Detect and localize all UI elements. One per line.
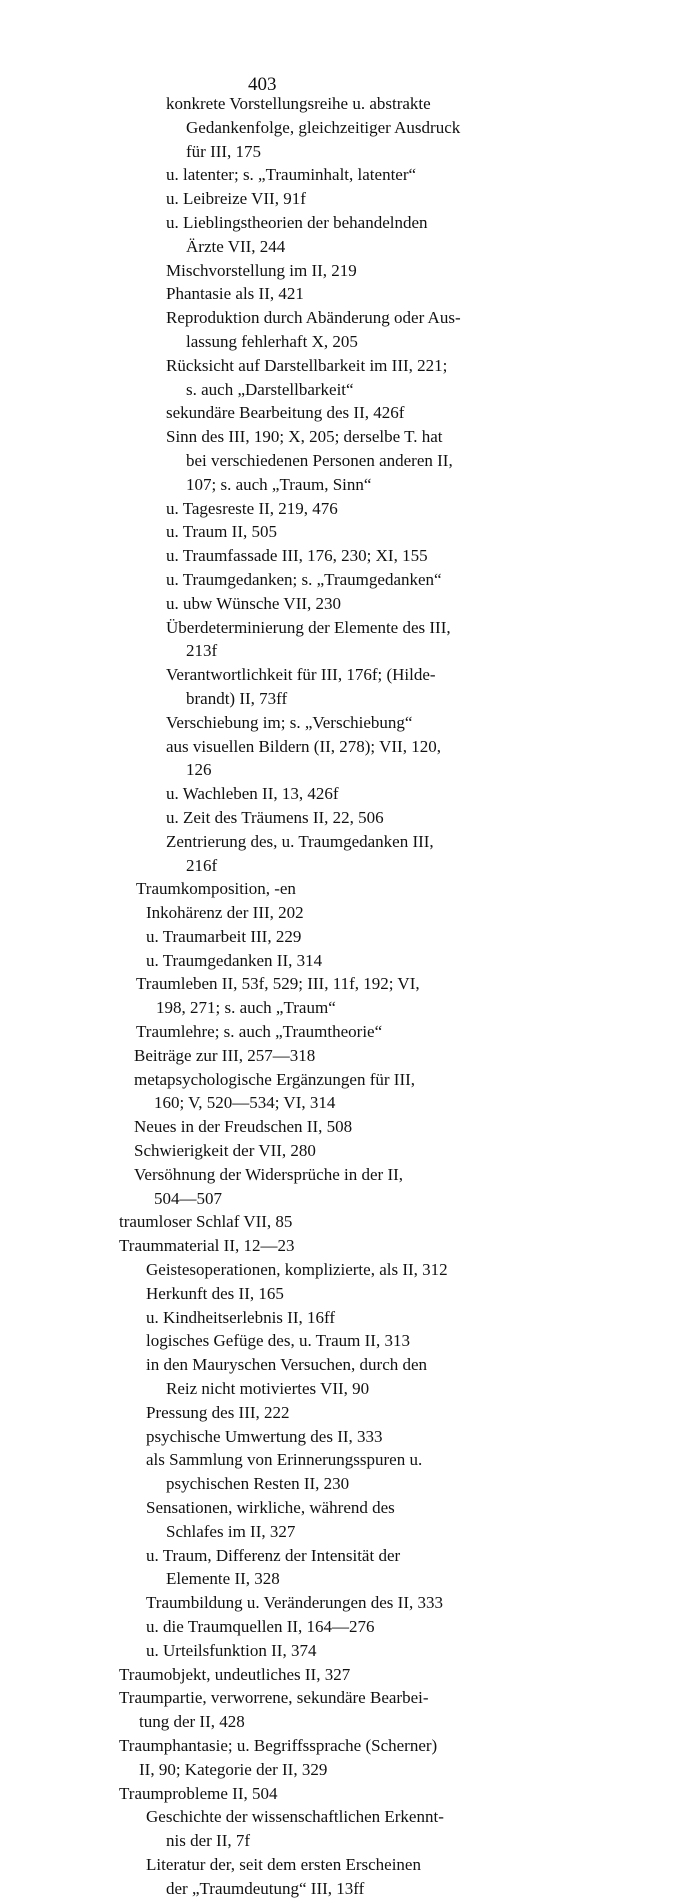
index-entry — [0, 1234, 697, 1258]
index-entry — [0, 1496, 697, 1544]
index-entry — [0, 1329, 697, 1353]
index-entry-line: 213f — [186, 641, 218, 661]
index-entry — [0, 568, 697, 592]
index-entry-line: Verschiebung im; s. „Verschiebung“ — [166, 712, 413, 732]
index-entry-line: u. die Traumquellen II, 164—276 — [146, 1617, 375, 1636]
index-entry-line: Inkohärenz der III, 202 — [146, 903, 304, 923]
index-entry-line: in den Mauryschen Versuchen, durch den — [146, 1355, 428, 1375]
index-entry-line: u. Leibreize VII, 91f — [166, 189, 306, 209]
index-entry-line: traumloser Schlaf VII, 85 — [119, 1212, 293, 1232]
index-entry-line: tung der II, 428 — [139, 1712, 245, 1732]
index-entry — [0, 1163, 697, 1211]
index-entry-line: Traumphantasie; u. Begriffssprache (Scherner) — [119, 1735, 438, 1755]
index-entry-line: aus visuellen Bildern (II, 278); VII, 120, — [166, 736, 441, 756]
index-entry-line: nis der II, 7f — [166, 1831, 251, 1851]
index-entry-line: Versöhnung der Widersprüche in der II, — [134, 1164, 404, 1184]
index-entry — [0, 1734, 697, 1782]
index-entry — [0, 1306, 697, 1330]
index-entry-line: u. Tagesreste II, 219, 476 — [166, 498, 338, 518]
index-entry-line: Verantwortlichkeit für III, 176f; (Hilde- — [166, 665, 436, 685]
index-entry-line: psychischen Resten II, 230 — [166, 1474, 350, 1494]
index-entry — [0, 1425, 697, 1449]
index-entry — [0, 711, 697, 735]
index-entry-line: Traumkomposition, -en — [136, 879, 296, 899]
index-entry — [0, 163, 697, 187]
index-entry-line: Überdeterminierung der Elemente des III, — [166, 617, 451, 637]
index-entry-line: Traumlehre; s. auch „Traumtheorie“ — [136, 1022, 383, 1042]
index-entry-line: Neues in der Freudschen II, 508 — [134, 1117, 353, 1137]
index-entry — [0, 259, 697, 283]
index-entry — [0, 1591, 697, 1615]
index-entry-line: Phantasie als II, 421 — [166, 284, 304, 304]
index-entry — [0, 1805, 697, 1853]
index-entry-line: Traumleben II, 53f, 529; III, 11f, 192; VI, — [136, 974, 420, 994]
index-entry-line: 198, 271; s. auch „Traum“ — [156, 998, 336, 1018]
index-entry — [0, 1139, 697, 1163]
index-entry-line: lassung fehlerhaft X, 205 — [186, 331, 358, 351]
index-entry-line: Reiz nicht motiviertes VII, 90 — [166, 1379, 370, 1399]
index-entry — [0, 401, 697, 425]
index-entry-line: Rücksicht auf Darstellbarkeit im III, 221; — [166, 355, 448, 375]
index-entry-line: 160; V, 520—534; VI, 314 — [154, 1093, 336, 1113]
index-entry-line: u. Traum II, 505 — [166, 522, 277, 542]
index-entry — [0, 1044, 697, 1068]
index-entry — [0, 925, 697, 949]
index-entry-line: Schlafes im II, 327 — [166, 1521, 296, 1541]
index-entry — [0, 1353, 697, 1401]
index-entry-line: Literatur der, seit dem ersten Erscheinen — [146, 1854, 421, 1874]
index-entry-line: Gedankenfolge, gleichzeitiger Ausdruck — [186, 117, 461, 137]
index-entry — [0, 92, 697, 163]
index-entry — [0, 1210, 697, 1234]
index-entry — [0, 1853, 697, 1901]
index-entry — [0, 1020, 697, 1044]
index-entry — [0, 1401, 697, 1425]
index-entry-line: logisches Gefüge des, u. Traum II, 313 — [146, 1331, 410, 1351]
index-entry-line: u. Traum, Differenz der Intensität der — [146, 1545, 401, 1565]
index-entry — [0, 735, 697, 783]
page-number: 403 — [248, 74, 277, 95]
index-entry-line: u. Urteilsfunktion II, 374 — [146, 1640, 317, 1660]
index-entry-line: Traummaterial II, 12—23 — [119, 1236, 295, 1256]
index-entry — [0, 1258, 697, 1282]
index-entry-line: u. Traumgedanken; s. „Traumgedanken“ — [166, 569, 442, 589]
index-entry-line: Traumprobleme II, 504 — [119, 1783, 278, 1803]
index-entry-line: Schwierigkeit der VII, 280 — [134, 1141, 316, 1161]
index-entry — [0, 1686, 697, 1734]
index-entry — [0, 1282, 697, 1306]
index-entry — [0, 1544, 697, 1592]
index-entry — [0, 616, 697, 664]
index-entry-line: für III, 175 — [186, 141, 262, 161]
index-entry — [0, 806, 697, 830]
index-entry — [0, 354, 697, 402]
index-entry-line: brandt) II, 73ff — [186, 688, 288, 708]
index-entry — [0, 425, 697, 496]
index-entry — [0, 972, 697, 1020]
index-entry-line: Zentrierung des, u. Traumgedanken III, — [166, 831, 434, 851]
index-entry — [0, 663, 697, 711]
index-entry-line: Traumobjekt, undeutliches II, 327 — [119, 1664, 351, 1684]
index-entry-line: Mischvorstellung im II, 219 — [166, 260, 357, 280]
index-entry-line: konkrete Vorstellungsreihe u. abstrakte — [166, 94, 431, 113]
index-entry-line: u. Zeit des Träumens II, 22, 506 — [166, 807, 384, 827]
index-entry — [0, 497, 697, 521]
index-entry-line: u. Wachleben II, 13, 426f — [166, 784, 339, 804]
index-entry — [0, 1639, 697, 1663]
index-entry-line: Traumbildung u. Veränderungen des II, 333 — [146, 1593, 443, 1613]
index-entry — [0, 544, 697, 568]
index-entry-line: Sinn des III, 190; X, 205; derselbe T. hat — [166, 427, 443, 447]
index-entry-line: Herkunft des II, 165 — [146, 1283, 284, 1303]
index-entry-line: 504—507 — [154, 1188, 222, 1208]
index-entry-line: s. auch „Darstellbarkeit“ — [186, 379, 354, 399]
index-entry-line: Sensationen, wirkliche, während des — [146, 1498, 395, 1518]
index-entry-line: u. latenter; s. „Trauminhalt, latenter“ — [166, 165, 417, 185]
index-entry — [0, 1782, 697, 1806]
index-entry-line: u. Traumfassade III, 176, 230; XI, 155 — [166, 546, 428, 566]
index-entry — [0, 306, 697, 354]
index-entry — [0, 1448, 697, 1496]
index-entry — [0, 877, 697, 901]
index-entry-line: psychische Umwertung des II, 333 — [146, 1426, 383, 1446]
index-entry-line: 216f — [186, 855, 218, 875]
index-entry-line: Geistesoperationen, komplizierte, als II, 312 — [146, 1260, 448, 1280]
index-entry-line: bei verschiedenen Personen anderen II, — [186, 450, 453, 470]
index-entry-line: Pressung des III, 222 — [146, 1402, 290, 1422]
index-entry — [0, 592, 697, 616]
index-entry — [0, 1115, 697, 1139]
index-entry-line: Elemente II, 328 — [166, 1569, 280, 1589]
index-entry-line: Reproduktion durch Abänderung oder Aus- — [166, 308, 461, 328]
index-entry — [0, 187, 697, 211]
index-entry-line: u. Traumgedanken II, 314 — [146, 950, 323, 970]
index-entry-line: u. Kindheitserlebnis II, 16ff — [146, 1307, 336, 1327]
index-entry-line: Geschichte der wissenschaftlichen Erkennt- — [146, 1807, 444, 1827]
index-entry — [0, 520, 697, 544]
index-entry — [0, 1663, 697, 1687]
index-entries — [0, 92, 697, 1901]
index-entry — [0, 830, 697, 878]
index-entry-line: 126 — [186, 760, 212, 780]
index-entry-line: 107; s. auch „Traum, Sinn“ — [186, 474, 372, 494]
index-entry-line: II, 90; Kategorie der II, 329 — [139, 1759, 328, 1779]
index-entry-line: Beiträge zur III, 257—318 — [134, 1045, 316, 1065]
index-entry — [0, 949, 697, 973]
index-entry-line: metapsychologische Ergänzungen für III, — [134, 1069, 416, 1089]
index-entry — [0, 901, 697, 925]
index-entry-line: der „Traumdeutung“ III, 13ff — [166, 1878, 365, 1898]
index-entry-line: als Sammlung von Erinnerungsspuren u. — [146, 1450, 423, 1470]
index-entry — [0, 282, 697, 306]
index-entry-line: sekundäre Bearbeitung des II, 426f — [166, 403, 405, 423]
index-entry — [0, 1615, 697, 1639]
index-entry-line: u. ubw Wünsche VII, 230 — [166, 593, 342, 613]
index-entry — [0, 1068, 697, 1116]
index-entry — [0, 782, 697, 806]
index-entry-line: Ärzte VII, 244 — [186, 236, 286, 256]
index-entry — [0, 211, 697, 259]
index-entry-line: Traumpartie, verworrene, sekundäre Bearbei- — [119, 1688, 429, 1708]
index-entry-line: u. Lieblingstheorien der behandelnden — [166, 212, 428, 232]
index-entry-line: u. Traumarbeit III, 229 — [146, 926, 302, 946]
